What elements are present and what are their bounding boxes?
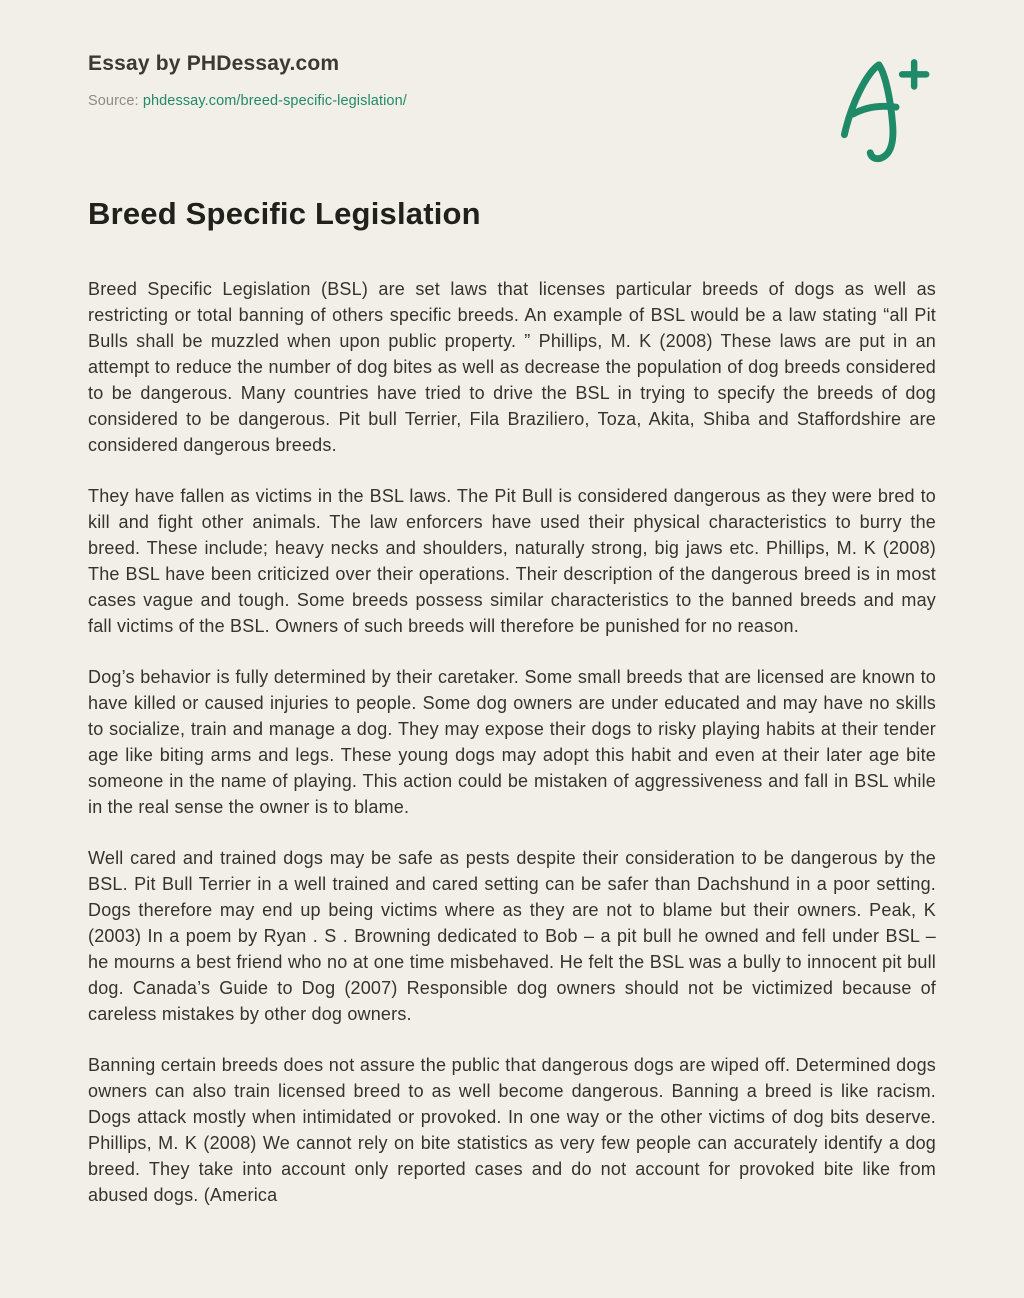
essay-body	[88, 276, 936, 1208]
essay-paragraph-5: Banning certain breeds does not assure the public that dangerous dogs are wiped off. Determined dogs owners can also train licensed breed to as well become dangerous. Banning a breed is like racism. Dogs attack mostly when intimidated or provoked. In one way or the other victims of dog bits deserve. Phillips, M. K (2008) We cannot rely on bite statistics as very few people can accurately identify a dog breed. They take into account only reported cases and do not account for provoked bite like from abused dogs. (America	[88, 1055, 936, 1205]
page-header	[88, 52, 936, 110]
essay-paragraph-2: They have fallen as victims in the BSL laws. The Pit Bull is considered dangerous as they were bred to kill and fight other animals. The law enforcers have used their physical characteristics to burry the breed. These include; heavy necks and shoulders, naturally strong, big jaws etc. Phillips, M. K (2008) The BSL have been criticized over their operations. Their description of the dangerous breed is in most cases vague and tough. Some breeds possess similar characteristics to the banned breeds and may fall victims of the BSL. Owners of such breeds will therefore be punished for no reason.	[88, 486, 936, 636]
essay-paragraph-3: Dog’s behavior is fully determined by their caretaker. Some small breeds that are licensed are known to have killed or caused injuries to people. Some dog owners are under educated and may have no skills to socialize, train and manage a dog. They may expose their dogs to risky playing habits at their tender age like biting arms and legs. These young dogs may adopt this habit and even at their later age bite someone in the name of playing. This action could be mistaken of aggressiveness and fall in BSL while in the real sense the owner is to blame.	[88, 667, 936, 817]
essay-paragraph-1: Breed Specific Legislation (BSL) are set laws that licenses particular breeds of dogs as well as restricting or total banning of others specific breeds. An example of BSL would be a law stating “all Pit Bulls shall be muzzled when upon public property. ” Phillips, M. K (2008) These laws are put in an attempt to reduce the number of dog bites as well as decrease the population of dog breeds considered to be dangerous. Many countries have tried to drive the BSL in trying to specify the breeds of dog considered to be dangerous. Pit bull Terrier, Fila Braziliero, Toza, Akita, Shiba and Staffordshire are considered dangerous breeds.	[88, 279, 936, 455]
source-line	[88, 92, 936, 110]
byline-text: Essay by PHDessay.com	[88, 52, 340, 75]
essay-title: Breed Specific Legislation	[88, 196, 481, 231]
essay-paragraph-4: Well cared and trained dogs may be safe as pests despite their consideration to be dangerous by the BSL. Pit Bull Terrier in a well trained and cared setting can be safer than Dachshund in a poor setting. Dogs therefore may end up being victims where as they are not to blame but their owners. Peak, K (2003) In a poem by Ryan . S . Browning dedicated to Bob – a pit bull he owned and fell under BSL – he mourns a best friend who no at one time misbehaved. He felt the BSL was a bully to innocent pit bull dog. Canada’s Guide to Dog (2007) Responsible dog owners should not be victimized because of careless mistakes by other dog owners.	[88, 848, 936, 1024]
source-label: Source:	[88, 93, 139, 109]
source-link[interactable]: phdessay.com/breed-specific-legislation/	[142, 93, 407, 109]
aplus-logo-icon	[828, 52, 940, 164]
